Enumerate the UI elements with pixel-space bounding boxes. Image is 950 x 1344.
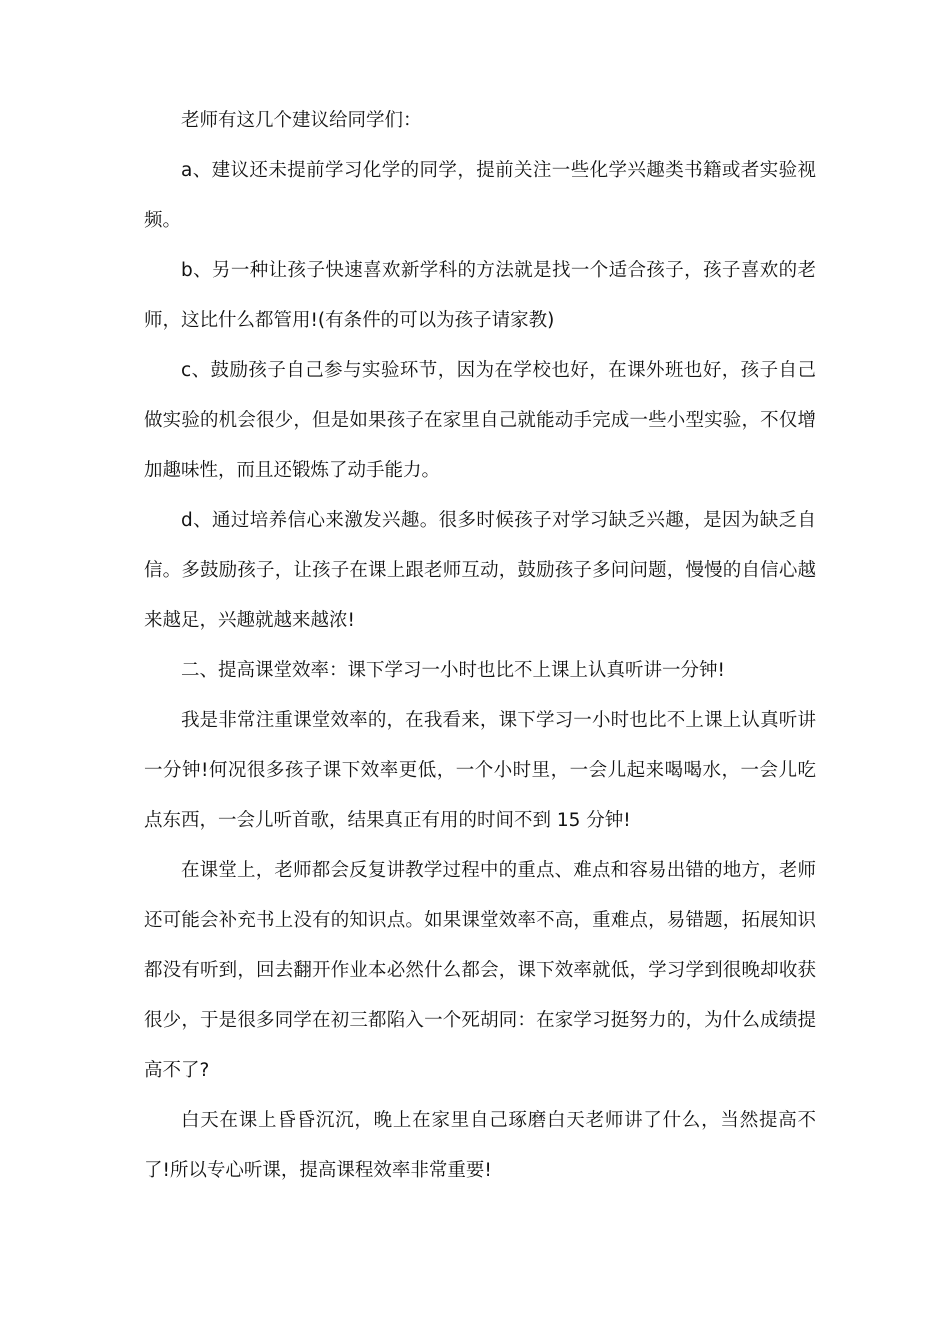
paragraph-efficiency-3: 白天在课上昏昏沉沉，晚上在家里自己琢磨白天老师讲了什么，当然提高不了!所以专心听课，提高课程效率非常重要! [144,1110,816,1181]
section-heading-classroom-efficiency: 二、提高课堂效率：课下学习一小时也比不上课上认真听讲一分钟! [181,660,725,681]
paragraph-efficiency-2: 在课堂上，老师都会反复讲教学过程中的重点、难点和容易出错的地方，老师还可能会补充书上没有的知识点。如果课堂效率不高，重难点，易错题，拓展知识都没有听到，回去翻开作业本必然什么都会，课下效率就低，学习学到很晚却收获很少，于是很多同学在初三都陷入一个死胡同：在家学习挺努力的，为什么成绩提高不了? [144,860,816,1081]
paragraph-efficiency-1: 我是非常注重课堂效率的，在我看来，课下学习一小时也比不上课上认真听讲一分钟!何况很多孩子课下效率更低，一个小时里，一会儿起来喝喝水，一会儿吃点东西，一会儿听首歌，结果真正有用的时间不到 15 分钟! [144,710,816,831]
document-body [144,96,816,1196]
paragraph-suggestion-c: c、鼓励孩子自己参与实验环节，因为在学校也好，在课外班也好，孩子自己做实验的机会很少，但是如果孩子在家里自己就能动手完成一些小型实验，不仅增加趣味性，而且还锻炼了动手能力。 [144,360,816,481]
paragraph-suggestion-d: d、通过培养信心来激发兴趣。很多时候孩子对学习缺乏兴趣，是因为缺乏自信。多鼓励孩子，让孩子在课上跟老师互动，鼓励孩子多问问题，慢慢的自信心越来越足，兴趣就越来越浓! [144,510,816,631]
paragraph-suggestion-a: a、建议还未提前学习化学的同学，提前关注一些化学兴趣类书籍或者实验视频。 [144,160,816,231]
paragraph-intro: 老师有这几个建议给同学们： [181,110,422,131]
paragraph-suggestion-b: b、另一种让孩子快速喜欢新学科的方法就是找一个适合孩子，孩子喜欢的老师，这比什么都管用!(有条件的可以为孩子请家教) [144,260,816,331]
